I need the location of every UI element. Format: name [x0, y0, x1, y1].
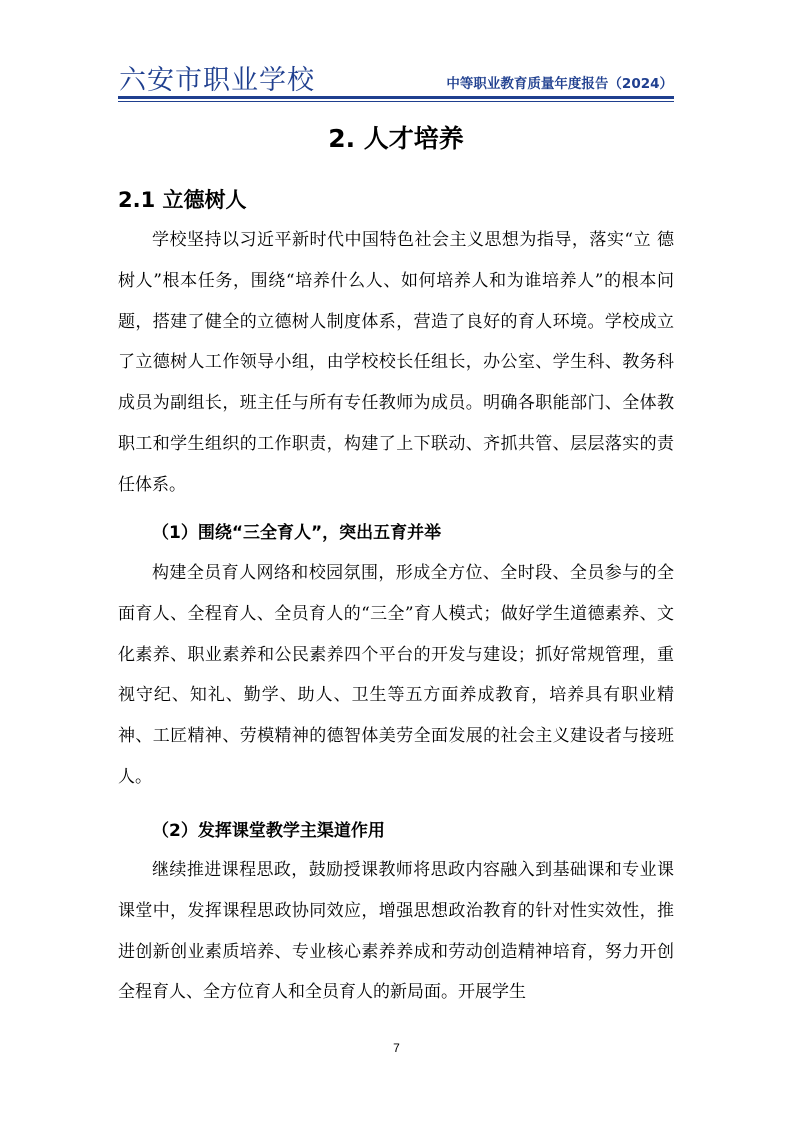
subsection-heading-1: （1）围绕“三全育人”，突出五育并举: [152, 523, 442, 543]
section-paragraph: 学校坚持以习近平新时代中国特色社会主义思想为指导，落实“立 德树人”根本任务，围绕“培养什么人、如何培养人和为谁培养人”的根本问题，搭建了健全的立德树人制度体系，营造了良好的育人环境。学校成立了立德树人工作领导小组，由学校校长任组长，办公室、学生科、教务科成员为副组长，班主任与所有专任教师为成员。明确各职能部门、全体教职工和学生组织的工作职责，构建了上下联动、齐抓共管、层层落实的责任体系。: [118, 230, 674, 495]
subsection-heading-2: （2）发挥课堂教学主渠道作用: [152, 821, 385, 841]
header-rule-thin: [118, 101, 674, 102]
page-number: 7: [393, 1041, 400, 1055]
report-title: 中等职业教育质量年度报告（2024）: [446, 76, 673, 92]
subsection-paragraph-1: 构建全员育人网络和校园氛围，形成全方位、全时段、全员参与的全面育人、全程育人、全员育人的“三全”育人模式；做好学生道德素养、文化素养、职业素养和公民素养四个平台的开发与建设；抓好常规管理，重视守纪、知礼、勤学、助人、卫生等五方面养成教育，培养具有职业精神、工匠精神、劳模精神的德智体美劳全面发展的社会主义建设者与接班人。: [118, 563, 674, 787]
header-rule-thick: [118, 96, 674, 99]
chapter-title: 2. 人才培养: [328, 124, 464, 153]
section-title: 2.1 立德树人: [118, 188, 247, 212]
subsection-paragraph-2: 继续推进课程思政，鼓励授课教师将思政内容融入到基础课和专业课课堂中，发挥课程思政协同效应，增强思想政治教育的针对性实效性，推进创新创业素质培养、专业核心素养养成和劳动创造精神培育，努力开创全程育人、全方位育人和全员育人的新局面。开展学生: [118, 860, 674, 1003]
school-name: 六安市职业学校: [119, 65, 315, 96]
